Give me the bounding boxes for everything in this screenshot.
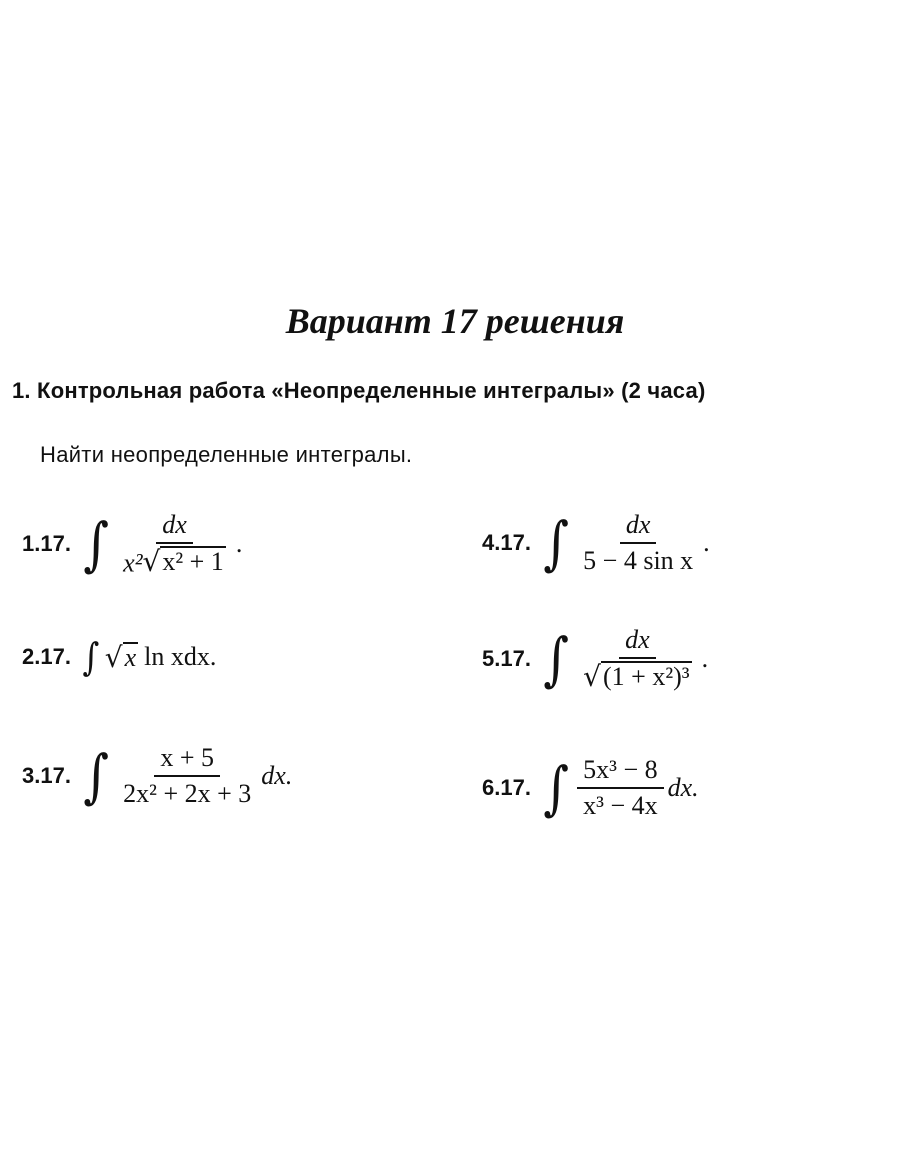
sqrt: √ x <box>104 641 137 675</box>
section-heading: 1. Контрольная работа «Неопределенные интегралы» (2 часа) <box>12 378 706 403</box>
problem-number: 1.17. <box>22 531 71 557</box>
problem-1 <box>22 510 242 578</box>
sqrt-argument: (1 + x²)³ <box>603 661 690 691</box>
problem-5 <box>482 625 708 693</box>
problem-number: 4.17. <box>482 529 531 555</box>
sqrt-argument: x² + 1 <box>162 546 224 576</box>
denominator-prefix: x² <box>123 548 143 578</box>
problem-number: 3.17. <box>22 762 71 788</box>
fraction <box>117 510 232 578</box>
tail: . <box>703 527 710 557</box>
tail: . <box>701 644 709 674</box>
fraction <box>577 625 697 693</box>
fraction <box>577 755 663 821</box>
integral-sign: ∫ <box>543 508 569 577</box>
problem-number: 6.17. <box>482 774 531 800</box>
numerator: dx <box>620 510 657 544</box>
tail: dx. <box>667 772 699 802</box>
page-title: Вариант 17 решения <box>285 301 625 341</box>
sqrt-argument: x <box>124 642 137 672</box>
sqrt: √ (1 + x²)³ <box>583 660 690 694</box>
numerator: x + 5 <box>154 743 220 777</box>
fraction <box>117 743 257 809</box>
problem-number: 5.17. <box>482 646 531 672</box>
numerator: 5x³ − 8 <box>577 755 663 789</box>
denominator: 2x² + 2x + 3 <box>123 778 252 808</box>
numerator: dx <box>156 510 193 544</box>
integral-sign: ∫ <box>543 625 569 694</box>
problem-6 <box>482 755 699 821</box>
integral-sign: ∫ <box>543 753 569 822</box>
integral-sign: ∫ <box>82 635 100 679</box>
denominator: x³ − 4x <box>583 790 658 820</box>
task-statement: Найти неопределенные интегралы. <box>40 442 413 467</box>
denominator: 5 − 4 sin x <box>583 545 694 575</box>
problem-number: 2.17. <box>22 644 71 669</box>
numerator: dx <box>619 625 656 659</box>
tail: . <box>235 529 243 559</box>
integrand-rest: ln xdx. <box>144 642 217 671</box>
denominator <box>117 544 232 578</box>
sqrt: √ x² + 1 <box>142 545 224 579</box>
problem-2 <box>22 635 217 679</box>
problem-3 <box>22 743 292 809</box>
integral-sign: ∫ <box>83 741 109 810</box>
denominator <box>577 659 697 693</box>
integral-sign: ∫ <box>83 510 109 579</box>
fraction <box>577 510 699 576</box>
tail: dx. <box>261 760 293 790</box>
problem-4 <box>482 510 710 576</box>
